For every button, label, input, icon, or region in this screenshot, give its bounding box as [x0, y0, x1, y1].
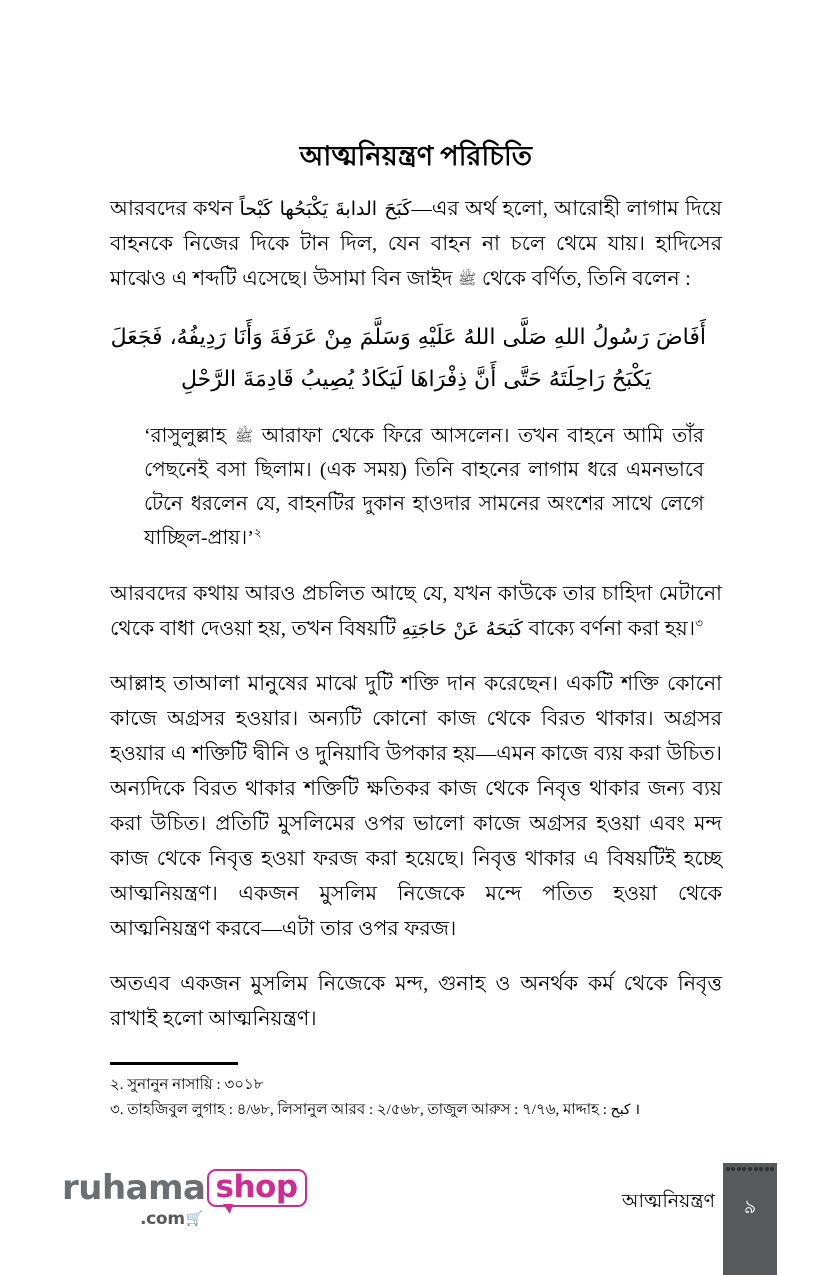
arabic-quote-line-2: يَكْبَحُ رَاحِلَتَهُ حَتَّى أَنَّ ذِفْرَاهَا لَيَكَادُ يُصِيبُ قَادِمَةَ الرَّحْلِ	[180, 366, 652, 392]
footnote-3-tail: ।	[630, 1101, 641, 1118]
logo-brand-text: ruhama	[62, 1168, 206, 1208]
paragraph-intro-part-b: —এর অর্থ হলো, আরোহী লাগাম দিয়ে বাহনকে নিজের দিকে টান দিল, যেন বাহন না চলে থেমে যায়। হাদিসের মাঝেও এ শব্দটি এসেছে। উসামা বিন জাইদ	[110, 197, 722, 290]
page-number-tab	[723, 1163, 777, 1275]
page-title: আত্মনিয়ন্ত্রণ পরিচিতি	[299, 141, 533, 171]
logo-domain-text: .com	[140, 1209, 185, 1229]
logo-shop-text: shop	[215, 1169, 298, 1205]
footnote-item	[110, 1098, 722, 1123]
paragraph-arab-usage	[110, 577, 722, 647]
logo-domain-row	[140, 1209, 292, 1229]
paragraph-intro	[110, 192, 722, 297]
footnote-2-text: ২. সুনানুন নাসায়ি : ৩০১৮	[110, 1076, 264, 1093]
logo-speech-bubble-icon	[207, 1169, 307, 1207]
footnote-separator	[110, 1062, 238, 1065]
translation-part-a: ‘রাসুলুল্লাহ	[144, 424, 235, 447]
paragraph-conclusion: অতএব একজন মুসলিম নিজেকে মন্দ, গুনাহ ও অনর্থক কর্ম থেকে নিবৃত্ত রাখাই হলো আত্মনিয়ন্ত্রণ।	[110, 972, 722, 1030]
radiallahu-anhu-icon: ﷺ	[458, 269, 477, 288]
paragraph-intro-part-c: থেকে বর্ণিত, তিনি বলেন :	[476, 267, 691, 290]
logo-bubble-tail-icon	[223, 1204, 233, 1214]
translation-part-b: আরাফা থেকে ফিরে আসলেন। তখন বাহনে আমি তাঁর পেছনেই বসা ছিলাম। (এক সময়) তিনি বাহনের লাগাম ধরে এমনভাবে টেনে ধরলেন যে, বাহনটির দুকান হাওদার সামনের অংশের সাথে লেগে যাচ্ছিল-প্রায়।’	[144, 424, 704, 549]
spiral-binding-dots-icon	[723, 1167, 777, 1171]
footnotes-section	[110, 1062, 722, 1123]
ruhamashop-logo[interactable]	[62, 1168, 298, 1230]
inline-arabic-kabahahu: كَبَحَهُ عَنْ حَاجَتِهِ	[401, 617, 523, 640]
inline-arabic-kabaha: كَبَحَ الدابةَ يَكْبَحُها كَبْحاً	[239, 197, 412, 220]
arabic-hadith-quote	[110, 317, 722, 401]
footnote-ref-3[interactable]: ৩	[695, 615, 703, 630]
page-number: ৯	[743, 1197, 757, 1218]
footnote-3-arabic: كبح	[610, 1101, 631, 1118]
shopping-cart-icon: 🛒	[185, 1211, 203, 1227]
footnote-ref-2[interactable]: ২	[253, 525, 262, 540]
footnote-3-text: ৩. তাহজিবুল লুগাহ : ৪/৬৮, লিসানুল আরব : ২/৫৬৮, তাজুল আরুস : ৭/৭৬, মাদ্দাহ :	[110, 1101, 611, 1118]
arabic-quote-line-1: أَفَاضَ رَسُولُ اللهِ صَلَّى اللهُ عَلَيْهِ وَسَلَّمَ مِنْ عَرَفَةَ وَأَنَا رَدِيفُهُ، فَجَعَلَ	[110, 324, 706, 350]
logo-wordmark	[62, 1168, 298, 1208]
footnote-item	[110, 1073, 722, 1098]
running-title: আত্মনিয়ন্ত্রণ	[621, 1191, 715, 1212]
paragraph-arab-usage-part-a: আরবদের কথায় আরও প্রচলিত আছে যে, যখন কাউকে তার চাহিদা মেটানো থেকে বাধা দেওয়া হয়, তখন বিষয়টি	[110, 582, 722, 640]
hadith-translation	[144, 419, 704, 555]
paragraph-intro-part-a: আরবদের কথন	[110, 197, 240, 220]
page-content	[110, 140, 722, 1053]
paragraph-two-powers: আল্লাহ তাআলা মানুষের মাঝে দুটি শক্তি দান করেছেন। একটি শক্তি কোনো কাজে অগ্রসর হওয়ার। অন্যটি কোনো কাজ থেকে বিরত থাকার। অগ্রসর হওয়ার এ শক্তিটি দ্বীনি ও দুনিয়াবি উপকার হয়—এমন কাজে ব্যয় করা উচিত। অন্যদিকে বিরত থাকার শক্তিটি ক্ষতিকর কাজ থেকে নিবৃত্ত থাকার জন্য ব্যয় করা উচিত। প্রতিটি মুসলিমের ওপর ভালো কাজে অগ্রসর হওয়া এবং মন্দ কাজ থেকে নিবৃত্ত হওয়া ফরজ করা হয়েছে। নিবৃত্ত থাকার এ বিষয়টিই হচ্ছে আত্মনিয়ন্ত্রণ। একজন মুসলিম নিজেকে মন্দে পতিত হওয়া থেকে আত্মনিয়ন্ত্রণ করবে—এটা তার ওপর ফরজ।	[110, 672, 722, 940]
sallallahu-alayhi-wasallam-icon: ﷺ	[234, 426, 253, 445]
paragraph-arab-usage-part-b: বাক্যে বর্ণনা করা হয়।	[522, 617, 696, 640]
